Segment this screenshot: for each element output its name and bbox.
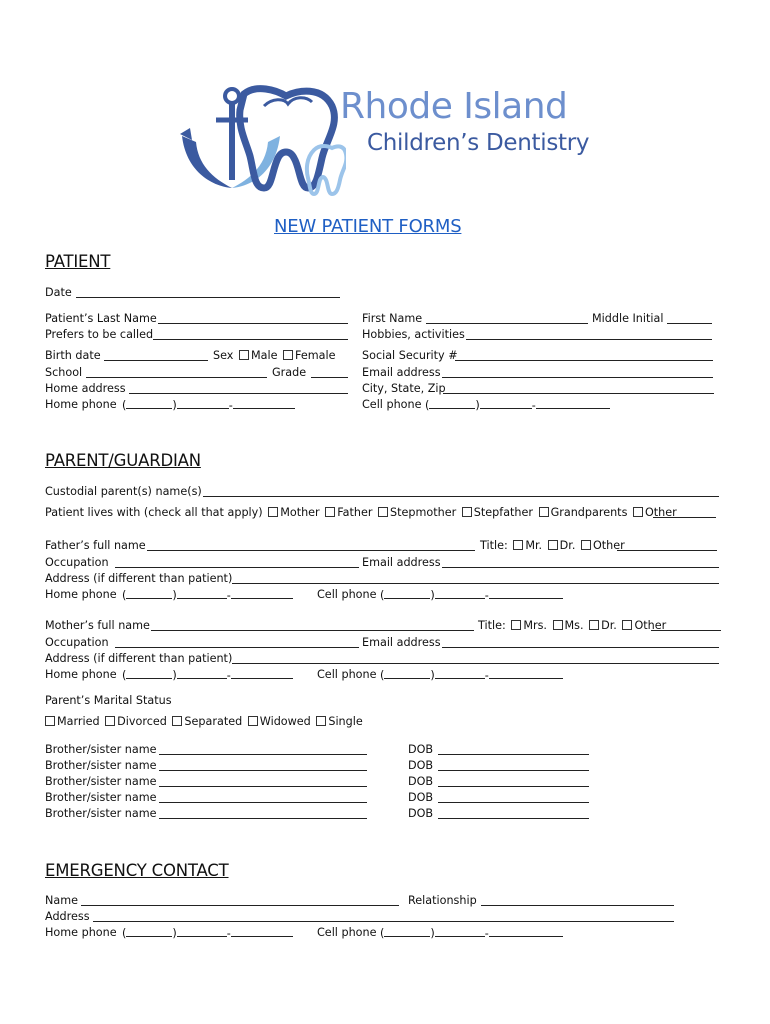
cell-phone-label: Cell phone: [362, 398, 422, 411]
marital-option: Widowed: [259, 715, 311, 728]
sibling-dob-field[interactable]: [438, 786, 589, 787]
city-field[interactable]: [443, 393, 714, 394]
birth-date-label: Birth date: [45, 349, 101, 362]
prefers-label: Prefers to be called: [45, 328, 154, 341]
sibling-dob-label: DOB: [408, 791, 434, 804]
lives-option: Stepfather: [473, 506, 534, 519]
mother-email-label: Email address: [362, 636, 441, 649]
lives-option: Mother: [280, 506, 320, 519]
school-label: School: [45, 366, 83, 379]
grade-field[interactable]: [311, 377, 348, 378]
divorced-checkbox[interactable]: [105, 716, 115, 726]
birth-date-field[interactable]: [104, 360, 208, 361]
marital-option: Separated: [184, 715, 243, 728]
male-checkbox[interactable]: [239, 350, 249, 360]
mother-other-checkbox[interactable]: [622, 620, 632, 630]
father-cell-phone-label: Cell phone: [317, 588, 377, 601]
middle-initial-label: Middle Initial: [592, 312, 664, 325]
section-heading-parent: PARENT/GUARDIAN: [45, 451, 201, 470]
ssn-field[interactable]: [455, 360, 713, 361]
marital-status-label: Parent’s Marital Status: [45, 694, 172, 707]
first-name-label: First Name: [362, 312, 423, 325]
emergency-name-field[interactable]: [81, 905, 399, 906]
mother-mrs-checkbox[interactable]: [511, 620, 521, 630]
sex-label: Sex: [213, 349, 234, 362]
custodial-label: Custodial parent(s) name(s): [45, 485, 202, 498]
marital-status-row: [43, 715, 363, 729]
separated-checkbox[interactable]: [172, 716, 182, 726]
title-option: Other: [634, 619, 667, 632]
relationship-label: Relationship: [408, 894, 477, 907]
father-email-label: Email address: [362, 556, 441, 569]
title-option: Mr.: [525, 539, 543, 552]
sibling-name-field[interactable]: [159, 770, 367, 771]
sibling-dob-label: DOB: [408, 775, 434, 788]
female-checkbox[interactable]: [283, 350, 293, 360]
city-label: City, State, Zip: [362, 382, 446, 395]
custodial-field[interactable]: [203, 496, 719, 497]
sibling-dob-label: DOB: [408, 759, 434, 772]
title-option: Dr.: [559, 539, 576, 552]
marital-option: Single: [328, 715, 363, 728]
father-other-checkbox[interactable]: [581, 540, 591, 550]
sibling-name-field[interactable]: [159, 818, 367, 819]
sibling-dob-field[interactable]: [438, 754, 589, 755]
date-label: Date: [45, 286, 72, 299]
emergency-home-phone-label: Home phone: [45, 926, 117, 939]
sex-row: [213, 349, 336, 363]
father-name-label: Father’s full name: [45, 539, 146, 552]
last-name-label: Patient’s Last Name: [45, 312, 157, 325]
sibling-dob-label: DOB: [408, 743, 434, 756]
father-occupation-field[interactable]: [115, 567, 359, 568]
mother-email-field[interactable]: [442, 647, 719, 648]
section-heading-patient: PATIENT: [45, 252, 111, 271]
title-option: Other: [592, 539, 625, 552]
logo-text-line1: Rhode Island: [340, 86, 568, 127]
home-phone-label: Home phone: [45, 398, 117, 411]
sibling-name-field[interactable]: [159, 786, 367, 787]
father-address-field[interactable]: [232, 583, 719, 584]
emergency-cell-phone-label: Cell phone: [317, 926, 377, 939]
father-email-field[interactable]: [442, 567, 719, 568]
lives-other-checkbox[interactable]: [633, 507, 643, 517]
mother-occupation-field[interactable]: [115, 647, 359, 648]
hobbies-label: Hobbies, activities: [362, 328, 465, 341]
lives-with-row: [45, 506, 677, 520]
hobbies-field[interactable]: [466, 339, 712, 340]
mother-home-phone-label: Home phone: [45, 668, 117, 681]
mother-ms-checkbox[interactable]: [553, 620, 563, 630]
lives-stepfather-checkbox[interactable]: [462, 507, 472, 517]
emergency-address-field[interactable]: [93, 921, 674, 922]
emergency-cell-phone-field[interactable]: ( ) -: [380, 926, 563, 941]
mother-name-field[interactable]: [151, 630, 474, 631]
sibling-name-field[interactable]: [159, 802, 367, 803]
email-label: Email address: [362, 366, 441, 379]
relationship-field[interactable]: [481, 905, 674, 906]
home-phone-field[interactable]: ( ) -: [122, 398, 295, 413]
lives-option: Other: [644, 506, 677, 519]
emergency-name-label: Name: [45, 894, 79, 907]
mother-occupation-label: Occupation: [45, 636, 109, 649]
sibling-dob-field[interactable]: [438, 818, 589, 819]
cell-phone-field[interactable]: ( ) -: [425, 398, 610, 413]
father-occupation-label: Occupation: [45, 556, 109, 569]
sibling-label: Brother/sister name: [45, 807, 157, 820]
married-checkbox[interactable]: [45, 716, 55, 726]
father-title-row: [480, 539, 625, 553]
female-label: Female: [295, 349, 336, 362]
emergency-home-phone-field[interactable]: ( ) -: [122, 926, 293, 941]
lives-other-field[interactable]: [653, 517, 716, 518]
sibling-label: Brother/sister name: [45, 775, 157, 788]
mother-title-row: [478, 619, 666, 633]
single-checkbox[interactable]: [316, 716, 326, 726]
title-option: Ms.: [564, 619, 584, 632]
sibling-dob-field[interactable]: [438, 802, 589, 803]
grade-label: Grade: [272, 366, 307, 379]
mother-cell-phone-label: Cell phone: [317, 668, 377, 681]
sibling-dob-field[interactable]: [438, 770, 589, 771]
lives-option: Grandparents: [550, 506, 628, 519]
title-option: Dr.: [601, 619, 617, 632]
first-name-field[interactable]: [426, 323, 588, 324]
mother-dr-checkbox[interactable]: [589, 620, 599, 630]
marital-option: Married: [57, 715, 100, 728]
sibling-label: Brother/sister name: [45, 791, 157, 804]
father-mr-checkbox[interactable]: [513, 540, 523, 550]
logo-graphic: [176, 84, 346, 196]
middle-initial-field[interactable]: [667, 323, 712, 324]
emergency-address-label: Address: [45, 910, 90, 923]
page-title: NEW PATIENT FORMS: [274, 216, 462, 237]
lives-stepmother-checkbox[interactable]: [378, 507, 388, 517]
title-option: Mrs.: [523, 619, 547, 632]
home-address-field[interactable]: [129, 393, 348, 394]
mother-address-field[interactable]: [232, 663, 719, 664]
lives-grandparents-checkbox[interactable]: [539, 507, 549, 517]
home-address-label: Home address: [45, 382, 126, 395]
section-heading-emergency: EMERGENCY CONTACT: [45, 861, 229, 880]
prefers-field[interactable]: [153, 339, 348, 340]
lives-option: Stepmother: [390, 506, 457, 519]
father-title-other-field[interactable]: [617, 550, 717, 551]
last-name-field[interactable]: [158, 323, 348, 324]
father-name-field[interactable]: [147, 550, 475, 551]
lives-father-checkbox[interactable]: [325, 507, 335, 517]
father-dr-checkbox[interactable]: [548, 540, 558, 550]
title-label: Title:: [478, 619, 506, 632]
lives-mother-checkbox[interactable]: [268, 507, 278, 517]
father-cell-phone-field[interactable]: ( ) -: [380, 588, 563, 603]
father-home-phone-field[interactable]: ( ) -: [122, 588, 293, 603]
father-home-phone-label: Home phone: [45, 588, 117, 601]
ssn-label: Social Security #: [362, 349, 458, 362]
email-field[interactable]: [442, 377, 713, 378]
sibling-label: Brother/sister name: [45, 759, 157, 772]
date-field[interactable]: [76, 297, 340, 298]
marital-option: Divorced: [117, 715, 167, 728]
mother-cell-phone-field[interactable]: ( ) -: [380, 668, 563, 683]
mother-name-label: Mother’s full name: [45, 619, 150, 632]
father-address-label: Address (if different than patient): [45, 572, 233, 585]
mother-address-label: Address (if different than patient): [45, 652, 233, 665]
title-label: Title:: [480, 539, 508, 552]
sibling-dob-label: DOB: [408, 807, 434, 820]
sibling-label: Brother/sister name: [45, 743, 157, 756]
mother-home-phone-field[interactable]: ( ) -: [122, 668, 293, 683]
school-field[interactable]: [86, 377, 267, 378]
mother-title-other-field[interactable]: [651, 630, 721, 631]
lives-option: Father: [337, 506, 373, 519]
tooth-icon: [240, 89, 335, 188]
widowed-checkbox[interactable]: [248, 716, 258, 726]
male-label: Male: [250, 349, 278, 362]
logo-text-line2: Children’s Dentistry: [367, 130, 590, 156]
sibling-name-field[interactable]: [159, 754, 367, 755]
lives-with-label: Patient lives with (check all that apply): [45, 506, 263, 519]
